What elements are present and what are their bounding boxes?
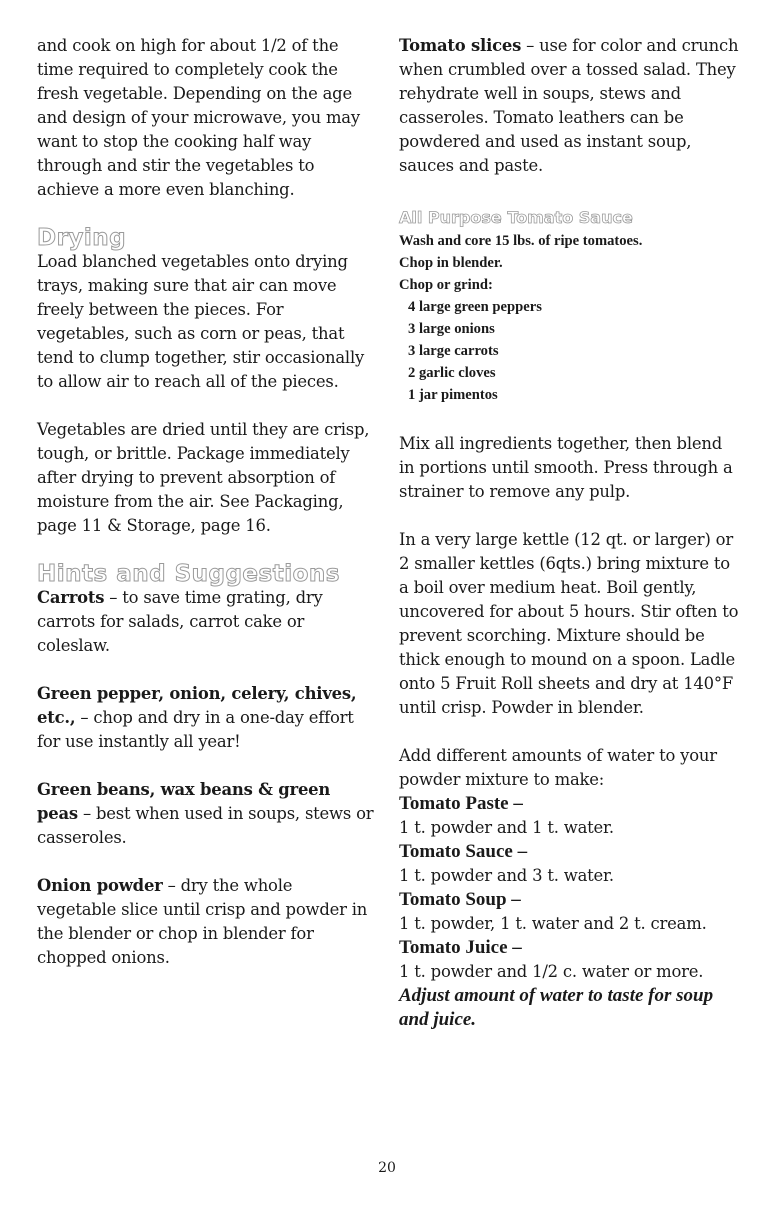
page-number: 20	[378, 1160, 396, 1176]
beans-text: – best when used in soups, stews or casseroles.	[37, 804, 374, 847]
soup-text: 1 t. powder, 1 t. water and 2 t. cream.	[399, 914, 707, 933]
ingredient-item: 1 jar pimentos	[408, 387, 498, 403]
recipe-step-3: Chop or grind:	[399, 277, 493, 293]
right-column	[399, 34, 739, 1032]
kettle-paragraph: In a very large kettle (12 qt. or larger) or 2 smaller kettles (6qts.) bring mixture to a boil over medium heat. Boil gently, uncovered for about 5 hours. Stir often to prevent scorching. Mixture should be thick enough to mound on a spoon. Ladle onto 5 Fruit Roll sheets and dry at 140°F until crisp. Powder in blender.	[399, 530, 739, 717]
juice-label: Tomato Juice –	[399, 937, 522, 958]
beans-tip	[37, 778, 375, 850]
soup-label: Tomato Soup –	[399, 889, 521, 910]
mix-paragraph: Mix all ingredients together, then blend in portions until smooth. Press through a strainer to remove any pulp.	[399, 434, 733, 501]
intro-paragraph: and cook on high for about 1/2 of the time required to completely cook the fresh vegetable. Depending on the age and design of your microwave, you may want to stop the cooking half way through and stir the vegetables to achieve a more even blanching.	[37, 36, 360, 199]
recipe-title: All Purpose Tomato Sauce	[399, 208, 633, 227]
sauce-label: Tomato Sauce –	[399, 841, 528, 862]
paste-text: 1 t. powder and 1 t. water.	[399, 818, 614, 837]
carrots-lead: Carrots	[37, 588, 105, 607]
juice-text: 1 t. powder and 1/2 c. water or more.	[399, 962, 704, 981]
onion-tip	[37, 874, 375, 970]
pepper-lead: Green pepper, onion, celery, chives, etc.,	[37, 684, 357, 727]
sauce-text: 1 t. powder and 3 t. water.	[399, 866, 614, 885]
drying-heading: Drying	[37, 225, 127, 251]
pepper-tip	[37, 682, 375, 754]
powder-intro: Add different amounts of water to your powder mixture to make:	[399, 746, 717, 789]
ingredient-item: 4 large green peppers	[408, 299, 542, 315]
left-column	[37, 34, 375, 994]
ingredient-item: 3 large onions	[408, 321, 495, 337]
beans-lead: Green beans, wax beans & green peas	[37, 780, 331, 823]
adjust-note: Adjust amount of water to taste for soup and juice.	[399, 985, 714, 1030]
tomato-slices-lead: Tomato slices	[399, 36, 522, 55]
drying-paragraph-2: Vegetables are dried until they are crisp, tough, or brittle. Package immediately after drying to prevent absorption of moisture from the air. See Packaging, page 11 & Storage, page 16.	[37, 420, 370, 535]
recipe-step-2: Chop in blender.	[399, 255, 503, 271]
recipe-block	[399, 230, 739, 406]
recipe-step-1: Wash and core 15 lbs. of ripe tomatoes.	[399, 233, 643, 249]
carrots-tip	[37, 586, 375, 658]
pepper-text: – chop and dry in a one-day effort for use instantly all year!	[37, 708, 354, 751]
ingredient-item: 2 garlic cloves	[408, 365, 496, 381]
drying-paragraph-1: Load blanched vegetables onto drying trays, making sure that air can move freely between the pieces. For vegetables, such as corn or peas, that tend to clump together, stir occasionally to allow air to reach all of the pieces.	[37, 252, 365, 391]
paste-label: Tomato Paste –	[399, 793, 523, 814]
tomato-slices-tip	[399, 34, 739, 178]
onion-lead: Onion powder	[37, 876, 163, 895]
ingredient-item: 3 large carrots	[408, 343, 499, 359]
hints-heading: Hints and Suggestions	[37, 561, 340, 587]
carrots-text: – to save time grating, dry carrots for salads, carrot cake or coleslaw.	[37, 588, 323, 655]
onion-text: – dry the whole vegetable slice until crisp and powder in the blender or chop in blender for chopped onions.	[37, 876, 368, 967]
tomato-slices-text: – use for color and crunch when crumbled over a tossed salad. They rehydrate well in soups, stews and casseroles. Tomato leathers can be powdered and used as instant soup, sauces and paste.	[399, 36, 739, 175]
